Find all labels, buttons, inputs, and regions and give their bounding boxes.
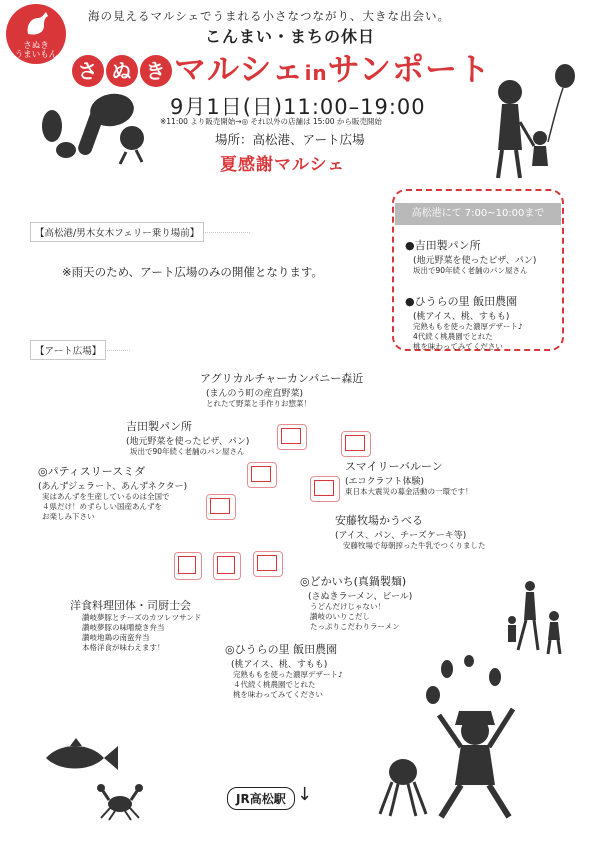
title-char-1: さ: [72, 55, 104, 87]
vendor-agricultural: [200, 370, 363, 409]
title-rest: マルシェ: [174, 50, 305, 88]
port-shop-name: ●吉田製パン所: [405, 239, 481, 252]
title-char-3: き: [140, 55, 172, 87]
booth-marker-balloon: [345, 435, 365, 451]
vendor-desc: ４県だけ！めずらしい国産あんずを: [42, 502, 162, 511]
port-shop-sub: (地元野菜を使ったピザ、パン): [413, 256, 537, 266]
vendor-ando: [335, 512, 486, 551]
port-shop-sub: (桃アイス、桃、すもも): [413, 312, 510, 322]
vendor-sub: (エコクラフト体験): [345, 477, 425, 487]
title-in: in: [304, 61, 328, 85]
vendor-name: スマイリーバルーン: [345, 460, 443, 473]
vendor-sub: (まんのう町の産直野菜): [206, 389, 304, 399]
main-title: [72, 44, 491, 90]
vendor-desc: 安藤牧場で毎朝搾った牛乳でつくりました: [343, 541, 486, 550]
vendor-name: アグリカルチャーカンパニー森近: [200, 372, 364, 385]
art-section-label: 【アート広場】: [30, 340, 106, 360]
vendor-balloon: [345, 458, 473, 497]
vendor-desc: 完熟ももを使った濃厚デザート♪: [233, 670, 343, 679]
fish-illustration: [40, 738, 120, 778]
booth-marker-agricultural: [281, 428, 301, 444]
vendor-desc: 讃岐のいりこだし: [310, 612, 370, 621]
vendor-desc: 讃岐夢豚とチーズのカツレツサンド: [82, 613, 202, 622]
booth-marker-yoshida: [251, 466, 271, 482]
vendor-desc: とれたて野菜と手作りお惣菜！: [206, 399, 311, 408]
vendor-sub: (桃アイス、桃、すもも): [231, 660, 328, 670]
logo-text-2: うまいもん: [14, 50, 58, 60]
vendor-name: 安藤牧場かうべる: [335, 514, 423, 527]
port-shop-desc: 完熟ももを使った濃厚デザート♪: [413, 322, 523, 331]
vendor-desc: たっぷりこだわりラーメン: [310, 622, 400, 631]
port-shop-desc: 桃を味わってみてください: [413, 342, 503, 351]
logo-text-1: さぬき: [23, 41, 49, 51]
vendor-desc: 讃岐夢豚の味噌焼き弁当: [82, 623, 165, 632]
vendor-yoshida: [126, 418, 249, 457]
juggler-illustration: [425, 655, 535, 825]
vendor-yoshoku: [70, 597, 201, 653]
vendor-name: ◎ひうらの里 飯田農園: [225, 643, 338, 656]
vendor-dokaichi: [300, 573, 412, 632]
vendor-name: ◎どかいち(真鍋製麺): [300, 575, 407, 588]
vendor-sub: (アイス、パン、チーズケーキ等): [335, 531, 467, 541]
title-char-2: ぬ: [106, 55, 138, 87]
tagline: 海の見えるマルシェでうまれる小さなつながり、大きな出会い。: [88, 9, 450, 23]
vendor-desc: お楽しみ下さい: [42, 512, 95, 521]
booth-marker-hiura: [217, 556, 235, 574]
port-shop-hiura: [405, 293, 557, 352]
vendor-hiura: [225, 641, 343, 700]
vendor-name: ◎パティスリースミダ: [38, 465, 146, 478]
vendor-desc: 桃を味わってみてください: [233, 690, 323, 699]
booth-marker-ando: [314, 480, 334, 496]
family-balloon-illustration: [488, 62, 583, 182]
vendor-desc: うどんだけじゃない！: [310, 602, 385, 611]
jr-station-label: JR高松駅: [227, 787, 295, 810]
port-shop-yoshida: [405, 237, 557, 276]
ferry-section-label: 【高松港/男木女木フェリー乗り場前】: [30, 222, 204, 242]
booth-marker-mizuda: [210, 498, 230, 514]
walking-family-illustration: [498, 580, 578, 660]
title-place: サンポート: [327, 50, 492, 88]
vendor-sub: (さぬきラーメン、ビール): [308, 592, 413, 602]
port-box-header: 高松港にて 7:00~10:00まで: [395, 203, 561, 225]
venue: 場所：高松港、アート広場: [215, 132, 365, 147]
vegetables-illustration: [36, 92, 151, 172]
subtitle: こんまい・まちの休日: [205, 27, 376, 46]
vendor-desc: 坂出で90年続く老舗のパン屋さん: [130, 447, 245, 456]
booth-marker-yoshoku: [178, 556, 196, 574]
vendor-desc: 讃岐地鶏の南蛮弁当: [82, 633, 150, 642]
rain-note: ※雨天のため、アート広場のみの開催となります。: [62, 265, 323, 279]
event-datetime: 9月1日(日)11:00–19:00: [170, 95, 426, 119]
vendor-sub: (地元野菜を使ったピザ、パン): [126, 437, 250, 447]
vendor-desc: 東日本大震災の募金活動の一環です！: [345, 487, 473, 496]
port-shop-name: ●ひうらの里 飯田農園: [405, 295, 518, 308]
sale-note: ※11:00 より販売開始→◎ それ以外の店舗は 15:00 から販売開始: [160, 117, 382, 126]
vendor-mizuda: [38, 463, 187, 522]
octopus-illustration: [378, 758, 428, 818]
vendor-name: 洋食料理団体・司厨士会: [70, 599, 191, 612]
port-shop-desc: 4代続く桃農園でとれた: [413, 332, 493, 341]
vendor-sub: (あんずジェラート、あんずネクター): [38, 482, 188, 492]
vendor-name: 吉田製パン所: [126, 420, 192, 433]
bird-icon: [22, 10, 50, 40]
logo: [6, 4, 66, 64]
vendor-desc: 本格洋食が味わえます！: [82, 643, 165, 652]
crab-illustration: [95, 782, 145, 822]
booth-marker-dokaichi: [257, 555, 277, 571]
vendor-desc: 実はあんずを生産しているのは全国で: [42, 492, 170, 501]
event-name: 夏感謝マルシェ: [220, 155, 346, 175]
port-shop-desc: 坂出で90年続く老舗のパン屋さん: [413, 266, 528, 275]
down-arrow-icon: ↓: [297, 784, 313, 805]
vendor-desc: ４代続く桃農園でとれた: [233, 680, 316, 689]
